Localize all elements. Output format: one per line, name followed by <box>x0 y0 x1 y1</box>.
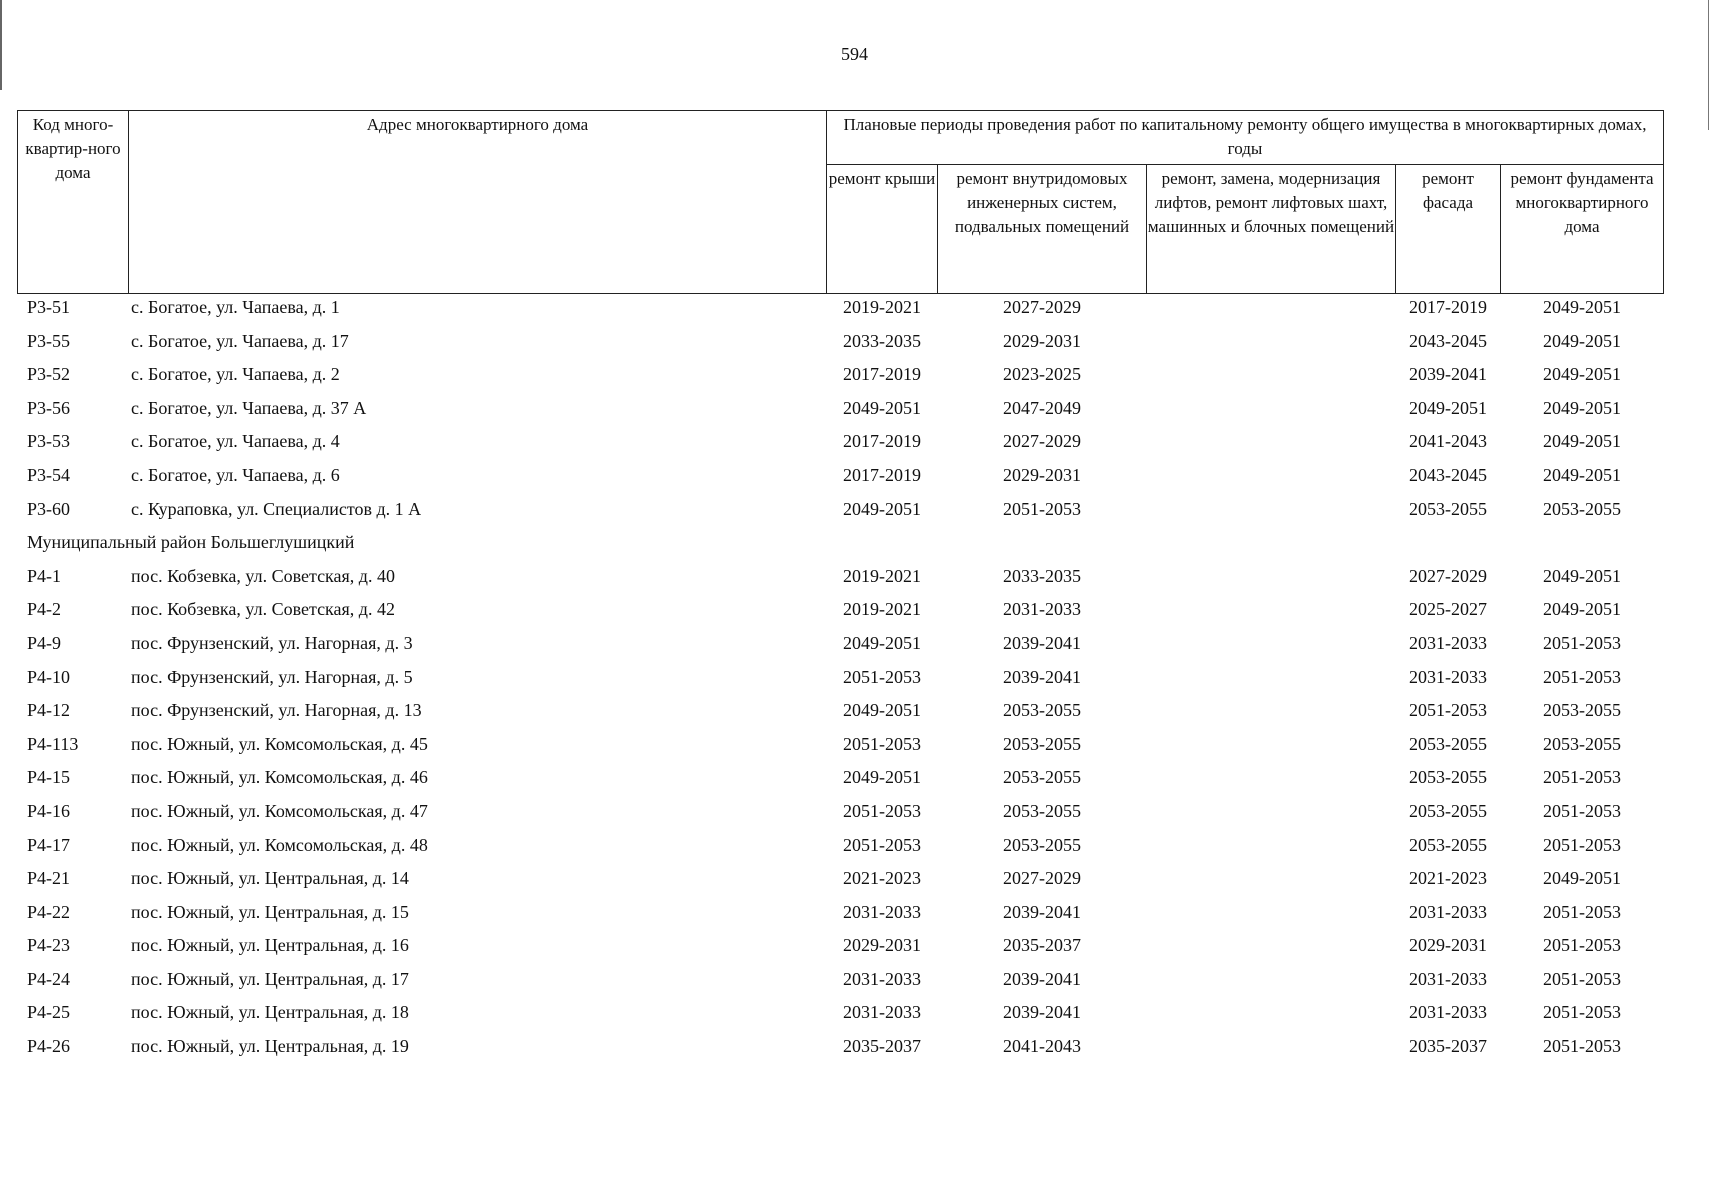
cell-engineering: 2029-2031 <box>1003 330 1081 351</box>
cell-facade: 2025-2027 <box>1409 599 1487 620</box>
cell-roof: 2031-2033 <box>843 901 921 922</box>
cell-roof: 2019-2021 <box>843 599 921 620</box>
cell-address: с. Богатое, ул. Чапаева, д. 37 А <box>131 397 367 418</box>
cell-foundation: 2053-2055 <box>1543 733 1621 754</box>
table-row <box>17 832 1664 866</box>
cell-engineering: 2047-2049 <box>1003 397 1081 418</box>
cell-address: с. Богатое, ул. Чапаева, д. 6 <box>131 464 340 485</box>
cell-roof: 2017-2019 <box>843 364 921 385</box>
cell-roof: 2031-2033 <box>843 968 921 989</box>
table-row <box>17 731 1664 765</box>
cell-engineering: 2027-2029 <box>1003 868 1081 889</box>
cell-roof: 2019-2021 <box>843 297 921 317</box>
cell-engineering: 2039-2041 <box>1003 666 1081 687</box>
cell-roof: 2049-2051 <box>843 632 921 653</box>
cell-roof: 2049-2051 <box>843 397 921 418</box>
cell-foundation: 2051-2053 <box>1543 935 1621 956</box>
cell-engineering: 2029-2031 <box>1003 464 1081 485</box>
cell-roof: 2031-2033 <box>843 1002 921 1023</box>
cell-foundation: 2049-2051 <box>1543 599 1621 620</box>
table-row <box>17 999 1664 1033</box>
cell-facade: 2049-2051 <box>1409 397 1487 418</box>
cell-code: Р4-15 <box>27 767 71 788</box>
table-row <box>17 764 1664 798</box>
cell-code: Р4-2 <box>27 599 62 620</box>
header-lift-repair: ремонт, замена, модернизация лифтов, ремонт лифтовых шахт, машинных и блочных помещений <box>1146 164 1396 294</box>
cell-code: Р3-54 <box>27 464 71 485</box>
cell-facade: 2043-2045 <box>1409 330 1487 351</box>
table-row <box>17 395 1664 429</box>
cell-code: Р4-25 <box>27 1002 71 1023</box>
table-row <box>17 1033 1664 1067</box>
cell-engineering: 2053-2055 <box>1003 767 1081 788</box>
cell-engineering: 2035-2037 <box>1003 935 1081 956</box>
cell-engineering: 2039-2041 <box>1003 968 1081 989</box>
cell-foundation: 2051-2053 <box>1543 1036 1621 1057</box>
cell-engineering: 2053-2055 <box>1003 700 1081 721</box>
table-row <box>17 428 1664 462</box>
cell-address: пос. Кобзевка, ул. Советская, д. 40 <box>131 565 395 586</box>
table-row <box>17 563 1664 597</box>
table-row <box>17 328 1664 362</box>
cell-engineering: 2039-2041 <box>1003 901 1081 922</box>
cell-engineering: 2053-2055 <box>1003 733 1081 754</box>
cell-address: пос. Южный, ул. Центральная, д. 16 <box>131 935 409 956</box>
header-address: Адрес многоквартирного дома <box>128 110 827 294</box>
cell-code: Р3-51 <box>27 297 71 317</box>
cell-code: Р4-16 <box>27 800 71 821</box>
header-engineering-repair: ремонт внутридомовых инженерных систем, подвальных помещений <box>937 164 1147 294</box>
table-row <box>17 664 1664 698</box>
table-row <box>17 899 1664 933</box>
cell-facade: 2053-2055 <box>1409 733 1487 754</box>
cell-foundation: 2051-2053 <box>1543 834 1621 855</box>
table-row <box>17 697 1664 731</box>
header-roof-repair: ремонт крыши <box>826 164 938 294</box>
cell-code: Р3-60 <box>27 498 71 519</box>
cell-address: пос. Южный, ул. Центральная, д. 18 <box>131 1002 409 1023</box>
district-heading: Муниципальный район Большеглушицкий <box>27 532 355 553</box>
cell-code: Р4-17 <box>27 834 71 855</box>
cell-foundation: 2051-2053 <box>1543 632 1621 653</box>
cell-address: с. Богатое, ул. Чапаева, д. 4 <box>131 431 340 452</box>
header-planned-periods: Плановые периоды проведения работ по капитальному ремонту общего имущества в многоквартирных домах, годы <box>826 110 1664 165</box>
page-number: 594 <box>841 44 868 64</box>
table-row <box>17 496 1664 530</box>
table-row <box>17 361 1664 395</box>
cell-address: с. Богатое, ул. Чапаева, д. 17 <box>131 330 349 351</box>
cell-engineering: 2027-2029 <box>1003 297 1081 317</box>
cell-address: пос. Южный, ул. Комсомольская, д. 47 <box>131 800 428 821</box>
cell-address: пос. Южный, ул. Центральная, д. 17 <box>131 968 409 989</box>
cell-engineering: 2053-2055 <box>1003 800 1081 821</box>
cell-facade: 2031-2033 <box>1409 632 1487 653</box>
cell-code: Р3-52 <box>27 364 71 385</box>
cell-facade: 2031-2033 <box>1409 901 1487 922</box>
cell-facade: 2031-2033 <box>1409 968 1487 989</box>
cell-code: Р4-24 <box>27 968 71 989</box>
cell-address: с. Богатое, ул. Чапаева, д. 2 <box>131 364 340 385</box>
cell-code: Р4-10 <box>27 666 71 687</box>
cell-roof: 2035-2037 <box>843 1036 921 1057</box>
cell-engineering: 2041-2043 <box>1003 1036 1081 1057</box>
cell-code: Р4-9 <box>27 632 62 653</box>
table-row <box>17 462 1664 496</box>
cell-facade: 2031-2033 <box>1409 666 1487 687</box>
cell-address: пос. Фрунзенский, ул. Нагорная, д. 3 <box>131 632 413 653</box>
cell-code: Р4-26 <box>27 1036 71 1057</box>
cell-code: Р3-53 <box>27 431 71 452</box>
cell-foundation: 2051-2053 <box>1543 1002 1621 1023</box>
cell-foundation: 2049-2051 <box>1543 464 1621 485</box>
cell-foundation: 2049-2051 <box>1543 431 1621 452</box>
cell-roof: 2017-2019 <box>843 431 921 452</box>
cell-facade: 2041-2043 <box>1409 431 1487 452</box>
cell-facade: 2053-2055 <box>1409 834 1487 855</box>
cell-engineering: 2051-2053 <box>1003 498 1081 519</box>
cell-foundation: 2051-2053 <box>1543 767 1621 788</box>
cell-address: пос. Фрунзенский, ул. Нагорная, д. 13 <box>131 700 422 721</box>
cell-foundation: 2049-2051 <box>1543 565 1621 586</box>
cell-roof: 2049-2051 <box>843 767 921 788</box>
cell-code: Р4-1 <box>27 565 62 586</box>
cell-roof: 2049-2051 <box>843 700 921 721</box>
cell-facade: 2039-2041 <box>1409 364 1487 385</box>
cell-facade: 2043-2045 <box>1409 464 1487 485</box>
cell-roof: 2021-2023 <box>843 868 921 889</box>
cell-facade: 2053-2055 <box>1409 767 1487 788</box>
cell-facade: 2053-2055 <box>1409 800 1487 821</box>
cell-foundation: 2049-2051 <box>1543 397 1621 418</box>
cell-roof: 2049-2051 <box>843 498 921 519</box>
cell-foundation: 2051-2053 <box>1543 968 1621 989</box>
table-row <box>17 294 1664 328</box>
cell-roof: 2051-2053 <box>843 733 921 754</box>
cell-foundation: 2049-2051 <box>1543 364 1621 385</box>
header-code: Код много-квартир-ного дома <box>17 110 129 294</box>
table-row <box>17 630 1664 664</box>
cell-address: пос. Кобзевка, ул. Советская, д. 42 <box>131 599 395 620</box>
cell-roof: 2033-2035 <box>843 330 921 351</box>
cell-address: пос. Фрунзенский, ул. Нагорная, д. 5 <box>131 666 413 687</box>
cell-address: с. Кураповка, ул. Специалистов д. 1 А <box>131 498 422 519</box>
cell-engineering: 2053-2055 <box>1003 834 1081 855</box>
cell-facade: 2017-2019 <box>1409 297 1487 317</box>
district-heading-row <box>17 529 1664 563</box>
cell-code: Р4-22 <box>27 901 71 922</box>
cell-engineering: 2033-2035 <box>1003 565 1081 586</box>
cell-facade: 2027-2029 <box>1409 565 1487 586</box>
cell-facade: 2035-2037 <box>1409 1036 1487 1057</box>
cell-address: с. Богатое, ул. Чапаева, д. 1 <box>131 297 340 317</box>
cell-code: Р4-21 <box>27 868 71 889</box>
cell-foundation: 2051-2053 <box>1543 901 1621 922</box>
cell-foundation: 2053-2055 <box>1543 700 1621 721</box>
cell-code: Р3-55 <box>27 330 71 351</box>
header-facade-repair: ремонт фасада <box>1395 164 1501 294</box>
cell-foundation: 2053-2055 <box>1543 498 1621 519</box>
table-row <box>17 932 1664 966</box>
cell-roof: 2019-2021 <box>843 565 921 586</box>
cell-address: пос. Южный, ул. Комсомольская, д. 48 <box>131 834 428 855</box>
cell-facade: 2053-2055 <box>1409 498 1487 519</box>
cell-roof: 2017-2019 <box>843 464 921 485</box>
cell-roof: 2051-2053 <box>843 800 921 821</box>
table-row <box>17 865 1664 899</box>
cell-facade: 2021-2023 <box>1409 868 1487 889</box>
cell-code: Р4-113 <box>27 733 79 754</box>
table-body <box>17 294 1664 1067</box>
cell-roof: 2029-2031 <box>843 935 921 956</box>
cell-code: Р4-12 <box>27 700 71 721</box>
cell-engineering: 2039-2041 <box>1003 632 1081 653</box>
cell-engineering: 2023-2025 <box>1003 364 1081 385</box>
cell-engineering: 2027-2029 <box>1003 431 1081 452</box>
cell-foundation: 2049-2051 <box>1543 297 1621 317</box>
cell-address: пос. Южный, ул. Центральная, д. 14 <box>131 868 409 889</box>
cell-facade: 2031-2033 <box>1409 1002 1487 1023</box>
cell-engineering: 2039-2041 <box>1003 1002 1081 1023</box>
cell-code: Р3-56 <box>27 397 71 418</box>
cell-roof: 2051-2053 <box>843 834 921 855</box>
cell-foundation: 2049-2051 <box>1543 868 1621 889</box>
cell-foundation: 2049-2051 <box>1543 330 1621 351</box>
cell-foundation: 2051-2053 <box>1543 666 1621 687</box>
cell-code: Р4-23 <box>27 935 71 956</box>
table-row <box>17 798 1664 832</box>
cell-facade: 2051-2053 <box>1409 700 1487 721</box>
cell-address: пос. Южный, ул. Комсомольская, д. 46 <box>131 767 428 788</box>
cell-address: пос. Южный, ул. Комсомольская, д. 45 <box>131 733 428 754</box>
table-row <box>17 966 1664 1000</box>
table-row <box>17 596 1664 630</box>
cell-address: пос. Южный, ул. Центральная, д. 15 <box>131 901 409 922</box>
header-foundation-repair: ремонт фундамента многоквартирного дома <box>1500 164 1664 294</box>
table-header <box>17 110 1664 294</box>
cell-foundation: 2051-2053 <box>1543 800 1621 821</box>
cell-engineering: 2031-2033 <box>1003 599 1081 620</box>
cell-roof: 2051-2053 <box>843 666 921 687</box>
cell-facade: 2029-2031 <box>1409 935 1487 956</box>
cell-address: пос. Южный, ул. Центральная, д. 19 <box>131 1036 409 1057</box>
